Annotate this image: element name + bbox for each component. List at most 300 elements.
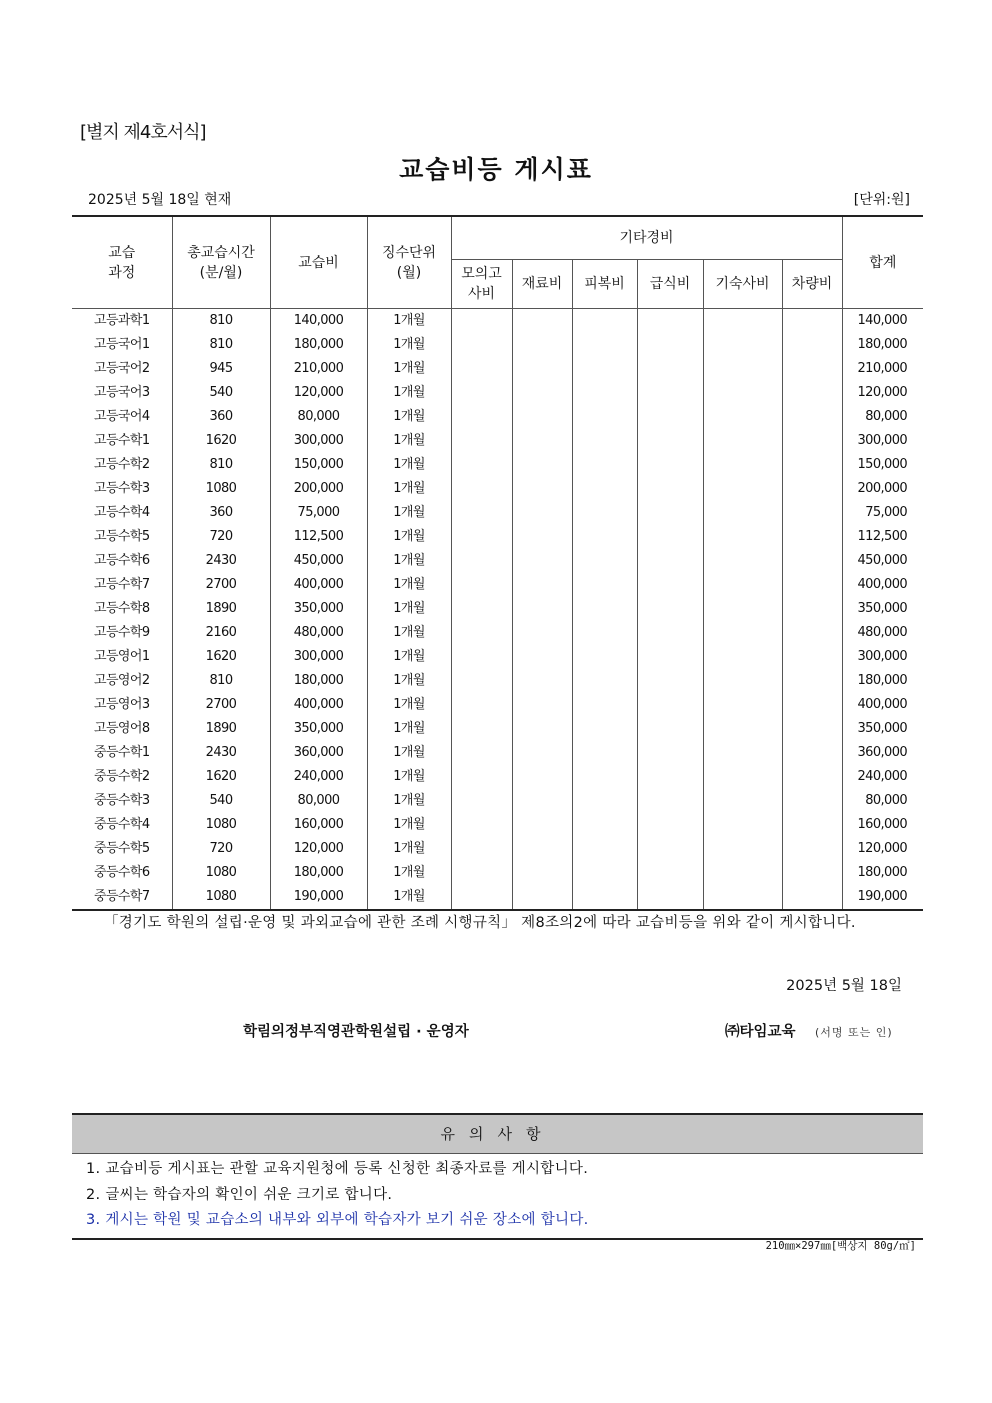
cell-material	[512, 333, 572, 357]
cell-uniform	[572, 357, 637, 381]
cell-uniform	[572, 477, 637, 501]
table-row	[72, 549, 923, 573]
cell-vehicle	[782, 597, 842, 621]
cell-vehicle	[782, 861, 842, 885]
cell-period: 1개월	[367, 717, 451, 741]
cell-period: 1개월	[367, 381, 451, 405]
cell-period: 1개월	[367, 741, 451, 765]
cell-uniform	[572, 693, 637, 717]
cell-hours: 360	[172, 405, 270, 429]
table-row	[72, 501, 923, 525]
cell-vehicle	[782, 333, 842, 357]
cell-material	[512, 621, 572, 645]
cell-course: 고등수학4	[72, 501, 172, 525]
cell-meal	[637, 837, 703, 861]
cell-dorm	[703, 453, 782, 477]
cell-material	[512, 813, 572, 837]
cell-course: 고등국어3	[72, 381, 172, 405]
cell-dorm	[703, 501, 782, 525]
cell-total: 200,000	[842, 477, 923, 501]
cell-hours: 810	[172, 669, 270, 693]
cell-vehicle	[782, 621, 842, 645]
cell-total: 150,000	[842, 453, 923, 477]
cell-total: 210,000	[842, 357, 923, 381]
cell-mock	[451, 525, 512, 549]
cell-hours: 720	[172, 525, 270, 549]
cell-hours: 2430	[172, 741, 270, 765]
cell-course: 고등국어1	[72, 333, 172, 357]
cell-vehicle	[782, 741, 842, 765]
cell-dorm	[703, 429, 782, 453]
cell-uniform	[572, 669, 637, 693]
cell-hours: 1890	[172, 717, 270, 741]
cell-meal	[637, 861, 703, 885]
cell-material	[512, 597, 572, 621]
cell-total: 400,000	[842, 693, 923, 717]
cell-course: 중등수학3	[72, 789, 172, 813]
cell-uniform	[572, 645, 637, 669]
cell-vehicle	[782, 765, 842, 789]
cell-meal	[637, 669, 703, 693]
cell-course: 고등수학3	[72, 477, 172, 501]
table-row	[72, 741, 923, 765]
cell-material	[512, 789, 572, 813]
signature-note: (서명 또는 인)	[815, 1026, 893, 1039]
cell-material	[512, 645, 572, 669]
cell-mock	[451, 837, 512, 861]
cell-uniform	[572, 453, 637, 477]
cell-total: 180,000	[842, 861, 923, 885]
cell-meal	[637, 597, 703, 621]
table-row	[72, 861, 923, 885]
cell-uniform	[572, 381, 637, 405]
cell-hours: 540	[172, 381, 270, 405]
cell-hours: 2430	[172, 549, 270, 573]
cell-material	[512, 669, 572, 693]
cell-hours: 945	[172, 357, 270, 381]
cell-dorm	[703, 861, 782, 885]
cell-mock	[451, 693, 512, 717]
cell-period: 1개월	[367, 789, 451, 813]
cell-fee: 180,000	[270, 861, 367, 885]
cell-dorm	[703, 381, 782, 405]
cell-uniform	[572, 621, 637, 645]
cell-meal	[637, 549, 703, 573]
cell-total: 75,000	[842, 501, 923, 525]
cell-course: 고등영어8	[72, 717, 172, 741]
cell-dorm	[703, 573, 782, 597]
cell-period: 1개월	[367, 861, 451, 885]
cell-total: 300,000	[842, 429, 923, 453]
header-hours: 총교습시간 (분/월)	[172, 216, 270, 309]
fee-table	[72, 215, 923, 911]
cell-hours: 810	[172, 453, 270, 477]
cell-uniform	[572, 573, 637, 597]
cell-uniform	[572, 405, 637, 429]
cell-fee: 80,000	[270, 405, 367, 429]
cell-mock	[451, 813, 512, 837]
cell-uniform	[572, 549, 637, 573]
cell-dorm	[703, 717, 782, 741]
cell-material	[512, 453, 572, 477]
cell-fee: 200,000	[270, 477, 367, 501]
cell-meal	[637, 717, 703, 741]
legal-notice: 「경기도 학원의 설립·운영 및 과외교습에 관한 조례 시행규칙」 제8조의2에 따라 교습비등을 위와 같이 게시합니다.	[104, 915, 856, 931]
cell-course: 중등수학5	[72, 837, 172, 861]
cell-hours: 720	[172, 837, 270, 861]
cell-dorm	[703, 837, 782, 861]
cell-period: 1개월	[367, 621, 451, 645]
notice-date: 2025년 5월 18일	[786, 978, 902, 994]
cell-hours: 2700	[172, 573, 270, 597]
cell-meal	[637, 765, 703, 789]
cell-total: 350,000	[842, 717, 923, 741]
cell-mock	[451, 885, 512, 910]
cell-material	[512, 573, 572, 597]
table-row	[72, 429, 923, 453]
cell-hours: 1620	[172, 429, 270, 453]
cell-material	[512, 429, 572, 453]
cell-material	[512, 549, 572, 573]
cell-total: 80,000	[842, 405, 923, 429]
current-date: 2025년 5월 18일 현재	[88, 192, 232, 208]
cell-meal	[637, 741, 703, 765]
header-period: 징수단위 (월)	[367, 216, 451, 309]
cell-vehicle	[782, 837, 842, 861]
cell-course: 중등수학2	[72, 765, 172, 789]
cell-fee: 480,000	[270, 621, 367, 645]
cell-mock	[451, 861, 512, 885]
cell-meal	[637, 309, 703, 334]
header-mock-exam: 모의고 사비	[451, 260, 512, 309]
cell-hours: 810	[172, 333, 270, 357]
header-meal: 급식비	[637, 260, 703, 309]
cell-hours: 1080	[172, 813, 270, 837]
cell-meal	[637, 813, 703, 837]
cell-total: 160,000	[842, 813, 923, 837]
cell-material	[512, 717, 572, 741]
cell-mock	[451, 597, 512, 621]
cell-hours: 1620	[172, 765, 270, 789]
table-row	[72, 477, 923, 501]
cell-dorm	[703, 741, 782, 765]
cell-dorm	[703, 789, 782, 813]
company-name: ㈜타임교육	[725, 1024, 796, 1040]
table-row	[72, 525, 923, 549]
cell-hours: 2700	[172, 693, 270, 717]
cell-meal	[637, 381, 703, 405]
cell-vehicle	[782, 885, 842, 910]
table-row	[72, 837, 923, 861]
cell-total: 80,000	[842, 789, 923, 813]
cell-period: 1개월	[367, 837, 451, 861]
cell-vehicle	[782, 789, 842, 813]
cell-material	[512, 837, 572, 861]
cell-uniform	[572, 333, 637, 357]
cell-dorm	[703, 525, 782, 549]
cell-dorm	[703, 405, 782, 429]
cell-material	[512, 765, 572, 789]
cell-hours: 2160	[172, 621, 270, 645]
cell-fee: 140,000	[270, 309, 367, 334]
cell-course: 중등수학1	[72, 741, 172, 765]
cell-fee: 120,000	[270, 837, 367, 861]
cell-mock	[451, 309, 512, 334]
cell-meal	[637, 477, 703, 501]
cell-hours: 810	[172, 309, 270, 334]
header-dorm: 기숙사비	[703, 260, 782, 309]
cell-dorm	[703, 669, 782, 693]
cell-mock	[451, 357, 512, 381]
cell-period: 1개월	[367, 597, 451, 621]
table-row	[72, 381, 923, 405]
table-row	[72, 405, 923, 429]
table-row	[72, 333, 923, 357]
cell-uniform	[572, 813, 637, 837]
cell-course: 중등수학6	[72, 861, 172, 885]
header-course: 교습 과정	[72, 216, 172, 309]
cell-meal	[637, 429, 703, 453]
header-fee: 교습비	[270, 216, 367, 309]
cell-mock	[451, 405, 512, 429]
cell-course: 고등국어2	[72, 357, 172, 381]
cell-fee: 180,000	[270, 669, 367, 693]
cell-material	[512, 525, 572, 549]
cell-course: 고등영어3	[72, 693, 172, 717]
cell-meal	[637, 525, 703, 549]
cell-fee: 240,000	[270, 765, 367, 789]
cell-period: 1개월	[367, 669, 451, 693]
header-vehicle: 차량비	[782, 260, 842, 309]
cell-fee: 210,000	[270, 357, 367, 381]
cell-period: 1개월	[367, 309, 451, 334]
cell-mock	[451, 381, 512, 405]
cell-vehicle	[782, 477, 842, 501]
cell-dorm	[703, 309, 782, 334]
cell-mock	[451, 573, 512, 597]
cell-dorm	[703, 885, 782, 910]
table-row	[72, 693, 923, 717]
cell-vehicle	[782, 525, 842, 549]
cell-dorm	[703, 693, 782, 717]
cell-fee: 180,000	[270, 333, 367, 357]
table-row	[72, 765, 923, 789]
cell-course: 고등영어2	[72, 669, 172, 693]
cell-mock	[451, 621, 512, 645]
cell-period: 1개월	[367, 357, 451, 381]
cell-dorm	[703, 813, 782, 837]
cell-fee: 112,500	[270, 525, 367, 549]
cell-material	[512, 501, 572, 525]
cell-dorm	[703, 765, 782, 789]
cell-uniform	[572, 525, 637, 549]
cell-course: 고등수학9	[72, 621, 172, 645]
cell-fee: 300,000	[270, 645, 367, 669]
cell-fee: 160,000	[270, 813, 367, 837]
cell-period: 1개월	[367, 453, 451, 477]
cell-total: 400,000	[842, 573, 923, 597]
table-row	[72, 357, 923, 381]
document-title: 교습비등 게시표	[399, 155, 593, 184]
header-other-costs: 기타경비	[451, 216, 842, 260]
cell-period: 1개월	[367, 405, 451, 429]
cell-uniform	[572, 501, 637, 525]
cell-vehicle	[782, 357, 842, 381]
cell-mock	[451, 501, 512, 525]
cell-uniform	[572, 741, 637, 765]
cell-course: 고등수학1	[72, 429, 172, 453]
cell-meal	[637, 333, 703, 357]
cell-mock	[451, 333, 512, 357]
cell-fee: 350,000	[270, 597, 367, 621]
cell-period: 1개월	[367, 525, 451, 549]
cell-uniform	[572, 861, 637, 885]
cell-material	[512, 885, 572, 910]
cell-period: 1개월	[367, 333, 451, 357]
table-row	[72, 597, 923, 621]
cell-fee: 120,000	[270, 381, 367, 405]
cell-hours: 540	[172, 789, 270, 813]
cell-dorm	[703, 621, 782, 645]
cell-total: 350,000	[842, 597, 923, 621]
table-row	[72, 669, 923, 693]
cell-vehicle	[782, 693, 842, 717]
cell-mock	[451, 645, 512, 669]
cell-period: 1개월	[367, 765, 451, 789]
cell-dorm	[703, 333, 782, 357]
cell-course: 중등수학4	[72, 813, 172, 837]
cell-course: 고등수학8	[72, 597, 172, 621]
cell-uniform	[572, 885, 637, 910]
header-total: 합계	[842, 216, 923, 309]
cell-material	[512, 861, 572, 885]
cell-uniform	[572, 789, 637, 813]
cell-total: 480,000	[842, 621, 923, 645]
cell-period: 1개월	[367, 501, 451, 525]
cell-total: 300,000	[842, 645, 923, 669]
cell-material	[512, 309, 572, 334]
cell-total: 190,000	[842, 885, 923, 910]
cell-dorm	[703, 645, 782, 669]
cell-material	[512, 741, 572, 765]
cell-period: 1개월	[367, 429, 451, 453]
cell-dorm	[703, 549, 782, 573]
cell-period: 1개월	[367, 573, 451, 597]
cell-dorm	[703, 357, 782, 381]
cell-uniform	[572, 717, 637, 741]
cell-vehicle	[782, 381, 842, 405]
cell-total: 180,000	[842, 333, 923, 357]
cell-fee: 190,000	[270, 885, 367, 910]
cell-material	[512, 477, 572, 501]
cell-meal	[637, 453, 703, 477]
cell-vehicle	[782, 717, 842, 741]
cell-fee: 75,000	[270, 501, 367, 525]
cell-material	[512, 381, 572, 405]
cell-fee: 300,000	[270, 429, 367, 453]
table-row	[72, 309, 923, 334]
cell-vehicle	[782, 813, 842, 837]
cell-meal	[637, 645, 703, 669]
cell-material	[512, 405, 572, 429]
cell-period: 1개월	[367, 885, 451, 910]
cell-uniform	[572, 597, 637, 621]
cell-meal	[637, 357, 703, 381]
table-row	[72, 885, 923, 910]
cell-hours: 1620	[172, 645, 270, 669]
cell-hours: 1890	[172, 597, 270, 621]
cell-total: 140,000	[842, 309, 923, 334]
cell-period: 1개월	[367, 645, 451, 669]
cell-course: 고등수학6	[72, 549, 172, 573]
cell-vehicle	[782, 453, 842, 477]
caution-title: 유의사항	[72, 1113, 923, 1154]
header-uniform: 피복비	[572, 260, 637, 309]
table-row	[72, 645, 923, 669]
form-label: [별지 제4호서식]	[80, 122, 206, 143]
cell-mock	[451, 765, 512, 789]
cell-hours: 1080	[172, 861, 270, 885]
cell-vehicle	[782, 549, 842, 573]
cell-hours: 1080	[172, 477, 270, 501]
cell-vehicle	[782, 429, 842, 453]
cell-course: 고등과학1	[72, 309, 172, 334]
cell-material	[512, 693, 572, 717]
caution-list	[72, 1154, 923, 1240]
cell-total: 112,500	[842, 525, 923, 549]
cell-mock	[451, 789, 512, 813]
table-row	[72, 621, 923, 645]
cell-uniform	[572, 309, 637, 334]
caution-item: 1. 교습비등 게시표는 관할 교육지원청에 등록 신청한 최종자료를 게시합니다.	[86, 1161, 589, 1177]
cell-course: 고등국어4	[72, 405, 172, 429]
paper-spec: 210㎜×297㎜[백상지 80g/㎡]	[765, 1240, 916, 1252]
cell-course: 고등영어1	[72, 645, 172, 669]
cell-meal	[637, 501, 703, 525]
cell-total: 180,000	[842, 669, 923, 693]
cell-meal	[637, 405, 703, 429]
cell-total: 240,000	[842, 765, 923, 789]
cell-uniform	[572, 765, 637, 789]
cell-uniform	[572, 429, 637, 453]
cell-fee: 400,000	[270, 573, 367, 597]
cell-period: 1개월	[367, 693, 451, 717]
cell-course: 고등수학5	[72, 525, 172, 549]
cell-course: 고등수학7	[72, 573, 172, 597]
table-row	[72, 573, 923, 597]
founder-label: 학림의정부직영관학원설립 · 운영자	[243, 1024, 469, 1040]
cell-total: 120,000	[842, 837, 923, 861]
cell-fee: 350,000	[270, 717, 367, 741]
cell-fee: 400,000	[270, 693, 367, 717]
unit-label: [단위:원]	[853, 192, 910, 208]
cell-total: 450,000	[842, 549, 923, 573]
cell-hours: 360	[172, 501, 270, 525]
cell-uniform	[572, 837, 637, 861]
caution-item: 3. 게시는 학원 및 교습소의 내부와 외부에 학습자가 보기 쉬운 장소에 합니다.	[86, 1212, 589, 1228]
cell-fee: 360,000	[270, 741, 367, 765]
caution-box	[72, 1113, 923, 1240]
fee-table-body	[72, 309, 923, 911]
cell-mock	[451, 741, 512, 765]
cell-dorm	[703, 477, 782, 501]
cell-total: 120,000	[842, 381, 923, 405]
header-material: 재료비	[512, 260, 572, 309]
cell-vehicle	[782, 669, 842, 693]
table-row	[72, 453, 923, 477]
cell-period: 1개월	[367, 549, 451, 573]
cell-material	[512, 357, 572, 381]
